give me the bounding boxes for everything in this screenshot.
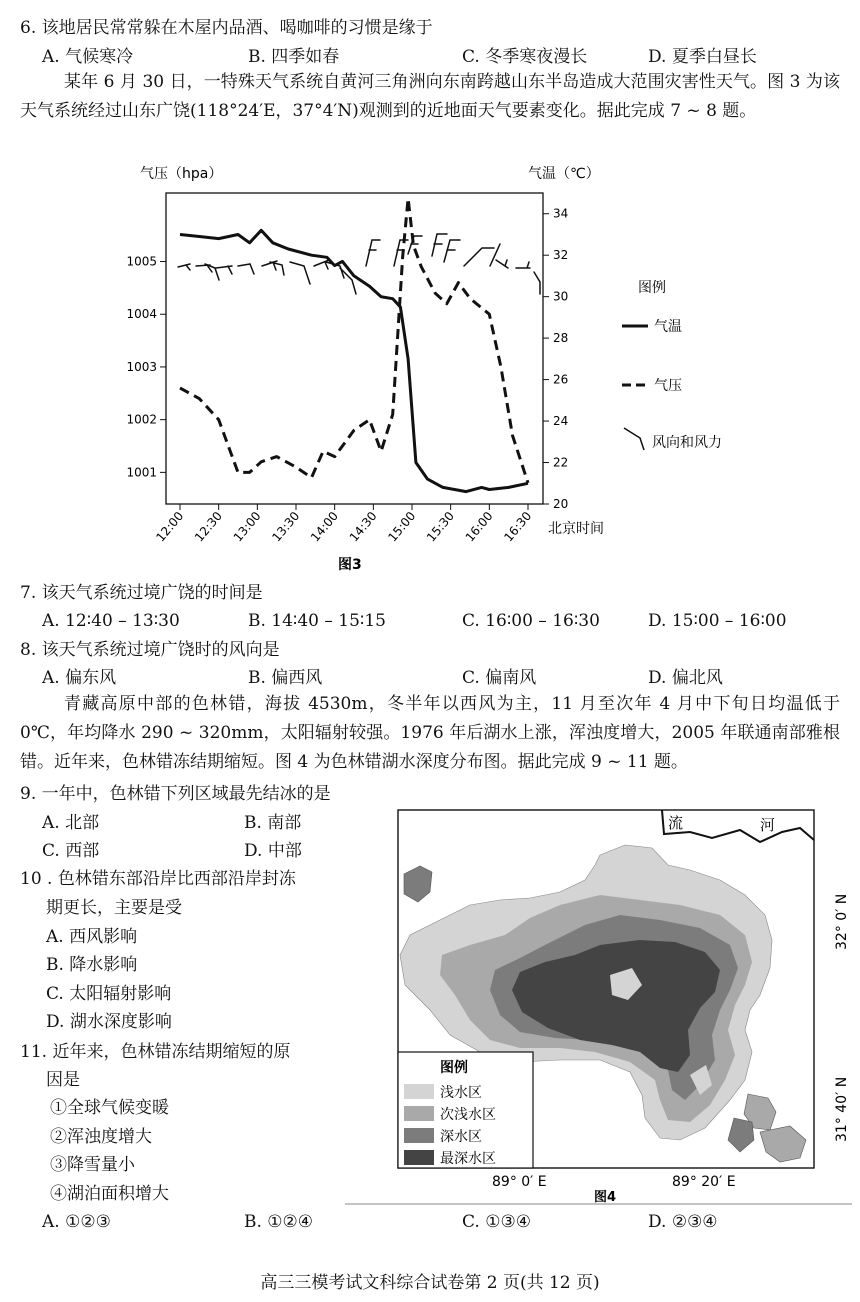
question-7-stem: 7. 该天气系统过境广饶的时间是 — [20, 583, 263, 603]
x-tick-label: 14:00 — [308, 508, 341, 545]
chart-legend-title: 图例 — [638, 280, 666, 296]
x-tick-label: 12:00 — [153, 508, 187, 545]
legend-deepest-label: 最深水区 — [440, 1151, 496, 1167]
question-10-option-d: D. 湖水深度影响 — [46, 1012, 172, 1032]
left-tick-label: 1001 — [126, 465, 157, 480]
left-tick-label: 1003 — [126, 359, 157, 374]
right-tick-label: 22 — [553, 455, 569, 470]
wind-barb — [238, 264, 254, 274]
plot-frame — [166, 193, 543, 504]
question-6-stem: 6. 该地居民常常躲在木屋内品酒、喝咖啡的习惯是缘于 — [20, 18, 433, 38]
lat-label-31-40n: 31° 40′ N — [834, 1076, 850, 1142]
left-tick-label: 1005 — [126, 254, 157, 269]
question-11-stem-line-1: 11. 近年来，色林错冻结期缩短的原 — [20, 1042, 291, 1062]
question-6-option-b: B. 四季如春 — [248, 47, 340, 67]
right-tick-label: 28 — [553, 331, 569, 346]
question-10-stem-line-1: 10 . 色林错东部沿岸比西部沿岸封冻 — [20, 869, 296, 889]
question-9-option-a: A. 北部 — [42, 813, 100, 833]
x-axis-title: 北京时间 — [548, 521, 604, 537]
question-8-option-c: C. 偏南风 — [462, 668, 537, 688]
lon-label-89-20e: 89° 20′ E — [672, 1174, 736, 1190]
question-11-item-2: ②浑浊度增大 — [50, 1127, 152, 1147]
question-6-option-c: C. 冬季寒夜漫长 — [462, 47, 588, 67]
pressure-series-line — [180, 198, 528, 483]
right-tick-label: 20 — [553, 497, 569, 511]
question-6-option-d: D. 夏季白昼长 — [648, 47, 757, 67]
question-8-stem: 8. 该天气系统过境广饶时的风向是 — [20, 640, 280, 660]
question-10-option-b: B. 降水影响 — [46, 955, 138, 975]
wind-barb — [432, 234, 447, 256]
question-11-stem-line-2: 因是 — [46, 1070, 80, 1090]
wind-barb — [178, 264, 190, 270]
question-11-option-d: D. ②③④ — [648, 1212, 718, 1232]
question-10-option-c: C. 太阳辐射影响 — [46, 984, 172, 1004]
figure-3-chart — [110, 160, 750, 575]
question-7-option-b: B. 14∶40 – 15∶15 — [248, 611, 386, 631]
question-8-option-a: A. 偏东风 — [42, 668, 117, 688]
question-8-option-d: D. 偏北风 — [648, 668, 723, 688]
legend-sub-shallow-swatch — [404, 1106, 434, 1121]
legend-wind-label: 风向和风力 — [652, 435, 722, 451]
x-tick-label: 15:30 — [424, 508, 457, 545]
legend-shallow-label: 浅水区 — [440, 1085, 482, 1101]
x-axis-ticks — [153, 504, 534, 544]
legend-deep-swatch — [404, 1128, 434, 1143]
right-tick-label: 32 — [553, 248, 569, 263]
x-tick-label: 12:30 — [192, 508, 225, 545]
x-tick-label: 16:00 — [462, 508, 496, 545]
question-7-option-a: A. 12∶40 – 13∶30 — [42, 611, 180, 631]
left-axis-ticks — [126, 255, 166, 480]
river-label-1: 流 — [668, 814, 684, 832]
question-10-option-a: A. 西风影响 — [46, 927, 138, 947]
river-label-2: 河 — [760, 816, 776, 834]
question-9-option-d: D. 中部 — [244, 841, 302, 861]
question-7-option-d: D. 15∶00 – 16∶00 — [648, 611, 787, 631]
legend-pressure-label: 气压 — [654, 378, 682, 394]
question-11-option-a: A. ①②③ — [42, 1212, 111, 1232]
question-9-stem: 9. 一年中，色林错下列区域最先结冰的是 — [20, 784, 331, 804]
map-legend-title: 图例 — [440, 1060, 468, 1076]
passage-weather-system: 某年 6 月 30 日，一特殊天气系统自黄河三角洲向东南跨越山东半岛造成大范围灾害性天气。图 3 为该天气系统经过山东广饶(118°24′E，37°4′N)观测到的近地面天气要素变化。据此完成 7 ~ 8 题。 — [20, 72, 840, 121]
figure-4-map — [345, 805, 855, 1205]
x-tick-label: 16:30 — [501, 508, 535, 545]
question-11-item-4: ④湖泊面积增大 — [50, 1184, 169, 1204]
legend-wind-swatch — [624, 428, 644, 450]
question-7-option-c: C. 16∶00 – 16∶30 — [462, 611, 600, 631]
question-6-option-a: A. 气候寒冷 — [42, 47, 134, 67]
question-11-item-1: ①全球气候变暖 — [50, 1098, 169, 1118]
legend-deep-label: 深水区 — [440, 1129, 482, 1145]
legend-sub-shallow-label: 次浅水区 — [440, 1107, 496, 1123]
left-axis-title: 气压（hpa） — [140, 166, 223, 182]
wind-barb — [216, 266, 232, 274]
legend-temperature-label: 气温 — [654, 319, 682, 335]
wind-barb — [394, 240, 408, 266]
question-11-item-3: ③降雪量小 — [50, 1155, 135, 1175]
legend-deepest-swatch — [404, 1150, 434, 1165]
wind-barbs — [178, 234, 540, 294]
right-tick-label: 24 — [553, 414, 569, 429]
right-axis-title: 气温（℃） — [528, 166, 600, 182]
wind-barb — [444, 240, 460, 262]
left-tick-label: 1004 — [126, 307, 157, 322]
wind-barb — [496, 260, 508, 268]
question-9-option-b: B. 南部 — [244, 813, 302, 833]
wind-barb — [464, 248, 494, 266]
lon-label-89e: 89° 0′ E — [492, 1174, 547, 1190]
right-tick-label: 26 — [553, 372, 569, 387]
x-tick-label: 13:00 — [230, 508, 264, 545]
wind-barb — [314, 260, 329, 269]
right-tick-label: 34 — [553, 206, 569, 221]
question-11-option-b: B. ①②④ — [244, 1212, 314, 1232]
lat-label-32n: 32° 0′ N — [834, 893, 850, 950]
wind-barb — [534, 272, 540, 294]
x-tick-label: 13:30 — [269, 508, 303, 545]
question-10-stem-line-2: 期更长，主要是受 — [46, 898, 182, 918]
figure-4-caption: 图4 — [594, 1190, 617, 1205]
page-footer: 高三三模考试文科综合试卷第 2 页(共 12 页) — [260, 1273, 600, 1293]
right-axis-ticks — [543, 207, 568, 511]
question-11-option-c: C. ①③④ — [462, 1212, 531, 1232]
right-tick-label: 30 — [553, 289, 569, 304]
wind-barb — [516, 262, 530, 268]
wind-barb — [290, 262, 310, 284]
x-tick-label: 15:00 — [385, 508, 419, 545]
figure-3-caption: 图3 — [338, 557, 362, 573]
passage-selin-co: 青藏高原中部的色林错，海拔 4530m，冬半年以西风为主，11 月至次年 4 月中下旬日均温低于 0℃，年均降水 290 ~ 320mm，太阳辐射较强。1976 年后湖水上涨，浑浊度增大，2005 年联通南部雅根错。近年来，色林错冻结期缩短。图 4 为色林错湖水深度分布图。据此完成 9 ~ 11 题。 — [20, 694, 840, 772]
question-9-option-c: C. 西部 — [42, 841, 100, 861]
series-layer — [180, 198, 528, 491]
legend-shallow-swatch — [404, 1084, 434, 1099]
x-tick-label: 14:30 — [346, 508, 380, 545]
left-tick-label: 1002 — [126, 412, 157, 427]
wind-barb — [270, 262, 284, 275]
question-8-option-b: B. 偏西风 — [248, 668, 323, 688]
wind-barb — [366, 240, 380, 266]
